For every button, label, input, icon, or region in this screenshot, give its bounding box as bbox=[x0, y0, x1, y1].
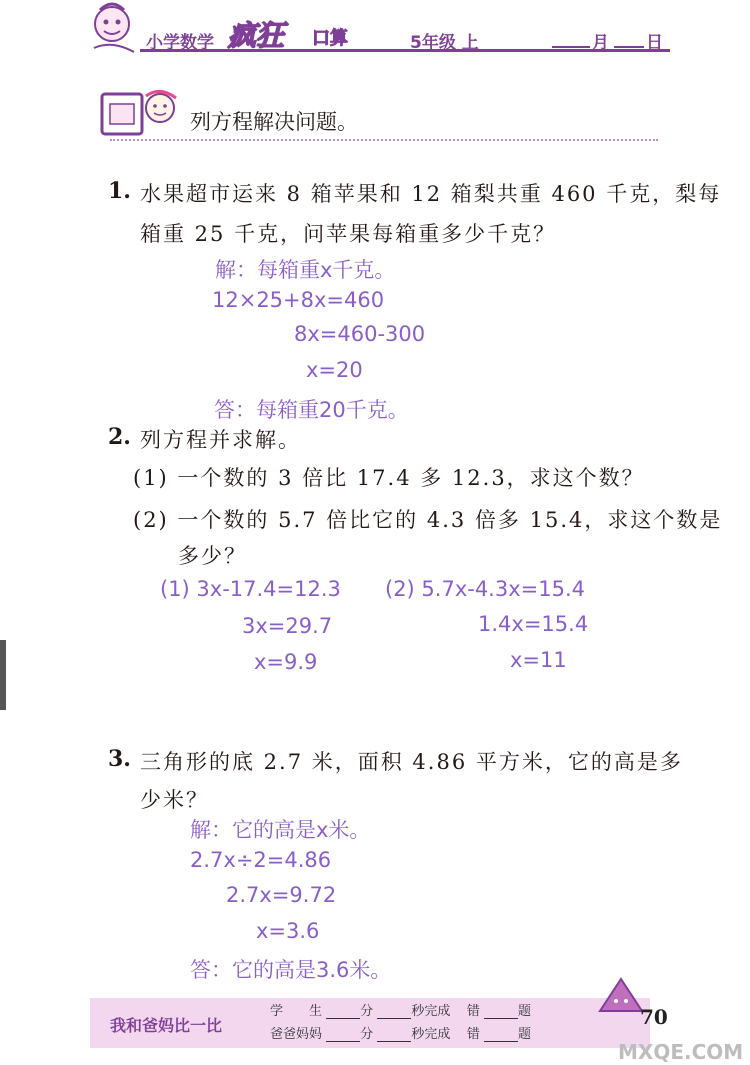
q1-answer-eq1: 12×25+8x=460 bbox=[212, 288, 385, 312]
q1-answer-let: 解：每箱重x千克。 bbox=[215, 258, 396, 282]
errors-blank[interactable] bbox=[484, 1029, 518, 1042]
q2-sub1: (1) 一个数的 3 倍比 17.4 多 12.3，求这个数？ bbox=[133, 466, 645, 490]
triangle-mascot-icon bbox=[596, 975, 646, 1015]
minutes-blank[interactable] bbox=[326, 1029, 360, 1042]
q1-line1: 水果超市运来 8 箱苹果和 12 箱梨共重 460 千克，梨每 bbox=[140, 182, 722, 206]
row-who: 爸爸妈妈 bbox=[270, 1027, 323, 1042]
q2-sub2-line2: 多少？ bbox=[178, 544, 247, 568]
q2-answer2-eq1: (2) 5.7x-4.3x=15.4 bbox=[385, 577, 586, 601]
q2-number: 2. bbox=[108, 424, 131, 450]
errors-blank[interactable] bbox=[484, 1006, 518, 1019]
footer-row-parents bbox=[270, 1023, 531, 1042]
q2-title: 列方程并求解。 bbox=[140, 428, 301, 452]
month-label: 月 bbox=[592, 33, 609, 53]
q3-line1: 三角形的底 2.7 米，面积 4.86 平方米，它的高是多 bbox=[140, 750, 683, 774]
q1-answer-eq2: 8x=460-300 bbox=[294, 322, 426, 346]
page-header bbox=[0, 0, 750, 80]
q3-line2: 少米？ bbox=[140, 788, 209, 812]
q3-answer-let: 解：它的高是x米。 bbox=[190, 818, 371, 842]
dotted-divider bbox=[110, 139, 658, 141]
q2-answer2-eq2: 1.4x=15.4 bbox=[478, 612, 589, 636]
q3-answer-final: 答：它的高是3.6米。 bbox=[190, 958, 392, 982]
seconds-blank[interactable] bbox=[377, 1029, 411, 1042]
errors-label: 错 bbox=[466, 1027, 480, 1042]
footer-row-student bbox=[270, 1000, 531, 1019]
q1-line2: 箱重 25 千克，问苹果每箱重多少千克？ bbox=[140, 222, 557, 246]
grade-label: 5年级 上 bbox=[410, 33, 479, 53]
minutes-blank[interactable] bbox=[326, 1006, 360, 1019]
book-title: 小学数学 bbox=[146, 33, 214, 53]
questions-label: 题 bbox=[518, 1027, 532, 1042]
q3-number: 3. bbox=[108, 746, 131, 772]
seconds-label: 秒完成 bbox=[411, 1004, 451, 1019]
book-title-calc: 口算 bbox=[312, 28, 348, 49]
q1-answer-final: 答：每箱重20千克。 bbox=[214, 398, 409, 422]
q1-answer-eq3: x=20 bbox=[306, 358, 363, 382]
seconds-label: 秒完成 bbox=[411, 1027, 451, 1042]
footer-compare-label: 我和爸妈比一比 bbox=[110, 1016, 223, 1035]
errors-label: 错 bbox=[466, 1004, 480, 1019]
mascot-icon bbox=[84, 0, 154, 70]
minutes-label: 分 bbox=[360, 1027, 374, 1042]
q2-answer2-eq3: x=11 bbox=[510, 648, 567, 672]
q2-answer1-eq1: (1) 3x-17.4=12.3 bbox=[160, 577, 341, 601]
q3-answer-eq2: 2.7x=9.72 bbox=[226, 883, 337, 907]
questions-label: 题 bbox=[518, 1004, 532, 1019]
q3-answer-eq1: 2.7x÷2=4.86 bbox=[190, 848, 332, 872]
day-blank[interactable] bbox=[614, 46, 644, 48]
q3-answer-eq3: x=3.6 bbox=[256, 919, 320, 943]
q2-answer1-eq2: 3x=29.7 bbox=[242, 614, 333, 638]
watermark-text: MXQE.COM bbox=[618, 1040, 744, 1064]
book-title-crazy: 疯狂 bbox=[228, 19, 285, 52]
q2-sub2-line1: (2) 一个数的 5.7 倍比它的 4.3 倍多 15.4，求这个数是 bbox=[133, 508, 723, 532]
minutes-label: 分 bbox=[360, 1004, 374, 1019]
month-blank[interactable] bbox=[552, 46, 590, 48]
row-who: 学 生 bbox=[270, 1004, 323, 1019]
q1-number: 1. bbox=[108, 178, 131, 204]
header-rule bbox=[140, 49, 670, 52]
task-instruction: 列方程解决问题。 bbox=[190, 110, 358, 134]
seconds-blank[interactable] bbox=[377, 1006, 411, 1019]
day-label: 日 bbox=[646, 33, 663, 53]
q2-answer1-eq3: x=9.9 bbox=[254, 650, 318, 674]
page-edge-mark bbox=[0, 640, 6, 710]
page-number: 70 bbox=[640, 1005, 668, 1029]
